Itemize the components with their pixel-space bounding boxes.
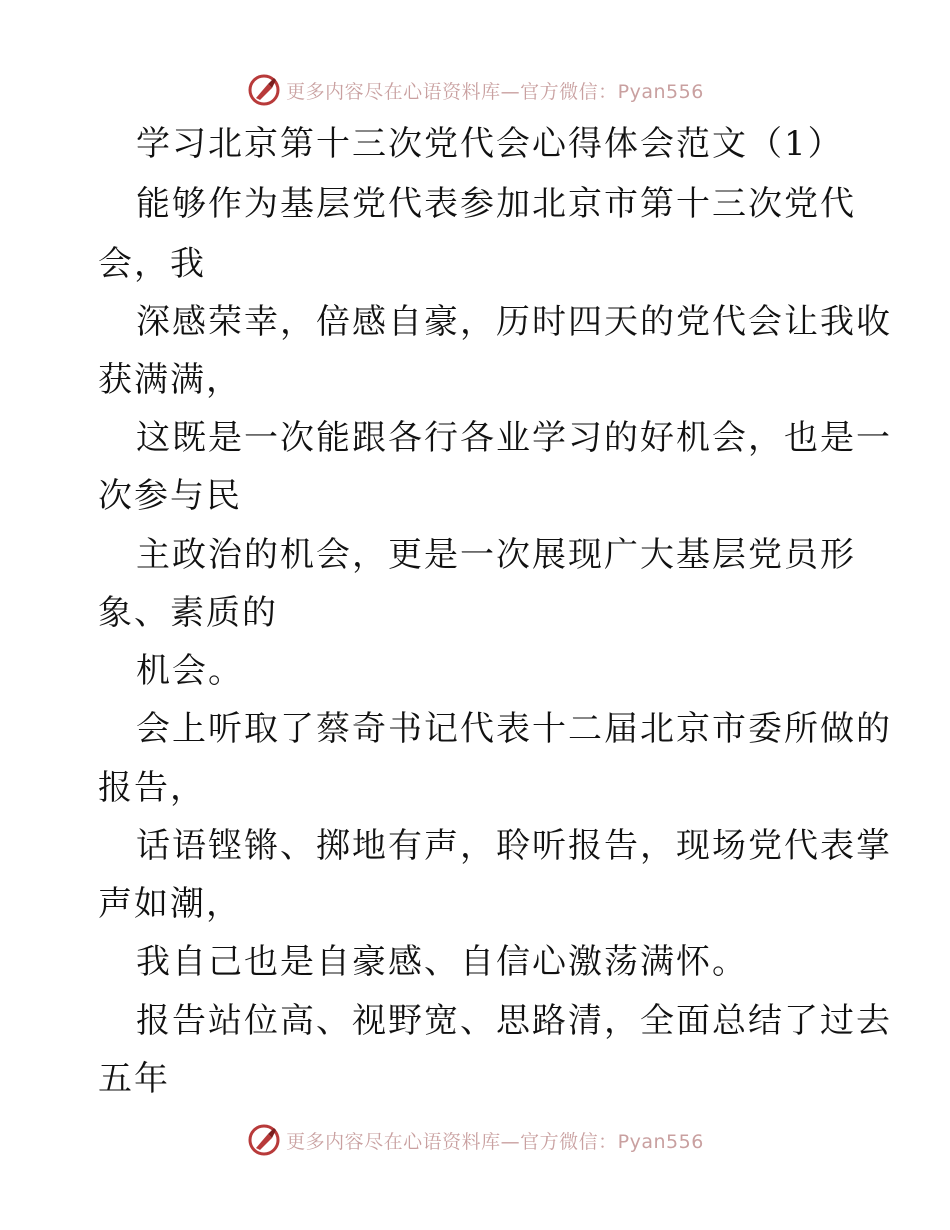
header-watermark <box>0 68 950 112</box>
text-line: 会，我 <box>98 244 206 284</box>
text-line: 深感荣幸，倍感自豪，历时四天的党代会让我收 <box>136 302 892 342</box>
footer-watermark <box>0 1118 950 1162</box>
text-line: 获满满， <box>98 360 242 400</box>
text-line: 会上听取了蔡奇书记代表十二届北京市委所做的 <box>136 709 892 749</box>
text-line: 声如潮， <box>98 884 242 924</box>
text-line: 报告站位高、视野宽、思路清，全面总结了过去 <box>136 1001 892 1041</box>
watermark-text: 更多内容尽在心语资料库—官方微信：Pyan556 <box>286 1130 704 1153</box>
pen-nib-logo-icon <box>246 1122 282 1158</box>
text-line: 五年 <box>98 1059 170 1099</box>
text-line: 机会。 <box>136 651 244 691</box>
text-line: 我自己也是自豪感、自信心激荡满怀。 <box>136 942 748 982</box>
text-line: 象、素质的 <box>98 593 278 633</box>
text-line: 次参与民 <box>98 476 242 516</box>
text-line: 这既是一次能跟各行各业学习的好机会，也是一 <box>136 418 892 458</box>
document-title: 学习北京第十三次党代会心得体会范文（1） <box>136 124 844 164</box>
text-line: 主政治的机会，更是一次展现广大基层党员形 <box>136 535 856 575</box>
watermark-text: 更多内容尽在心语资料库—官方微信：Pyan556 <box>286 80 704 103</box>
text-line: 能够作为基层党代表参加北京市第十三次党代 <box>136 184 856 224</box>
text-line: 报告， <box>98 768 206 808</box>
text-line: 话语铿锵、掷地有声，聆听报告，现场党代表掌 <box>136 826 892 866</box>
pen-nib-logo-icon <box>246 72 282 108</box>
